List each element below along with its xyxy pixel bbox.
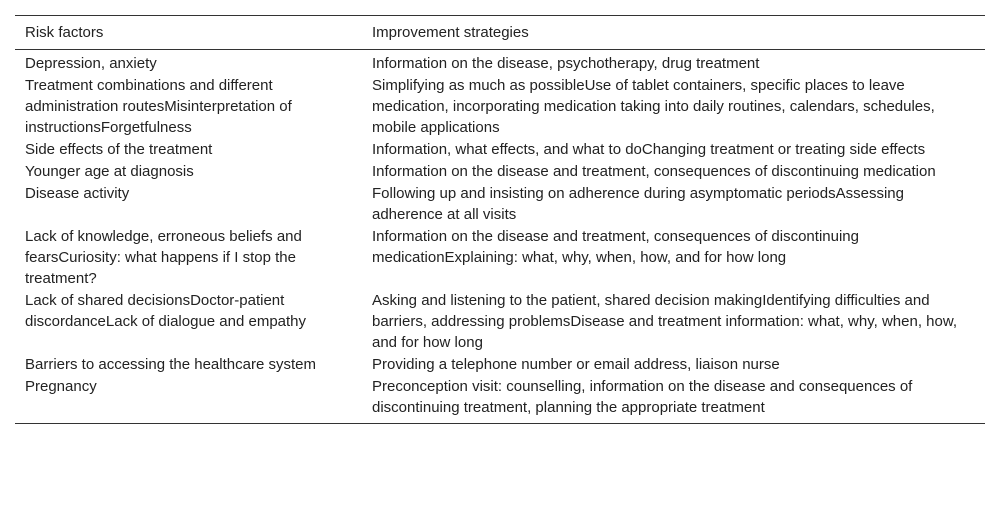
risk-factor-cell: Lack of shared decisionsDoctor-patient discordanceLack of dialogue and empathy xyxy=(25,292,307,330)
table-body xyxy=(15,50,985,424)
strategy-cell: Providing a telephone number or email address, liaison nurse xyxy=(372,356,780,373)
risk-factor-cell: Side effects of the treatment xyxy=(25,141,213,158)
table-row xyxy=(15,183,985,226)
strategy-cell: Asking and listening to the patient, shared decision makingIdentifying difficulties and barriers, addressing problemsDisease and treatment information: what, why, when, how, and for how long xyxy=(372,292,958,351)
risk-factor-cell: Lack of knowledge, erroneous beliefs and fearsCuriosity: what happens if I stop the treatment? xyxy=(25,228,302,287)
risk-factor-cell: Younger age at diagnosis xyxy=(25,163,194,180)
strategy-cell: Preconception visit: counselling, information on the disease and consequences of discontinuing treatment, planning the appropriate treatment xyxy=(372,378,913,416)
strategy-cell: Simplifying as much as possibleUse of tablet containers, specific places to leave medication, incorporating medication taking into daily routines, calendars, schedules, mobile applications xyxy=(372,77,935,136)
table-header xyxy=(15,16,985,50)
table-row xyxy=(15,376,985,424)
header-risk-factors: Risk factors xyxy=(25,24,104,41)
strategy-cell: Information, what effects, and what to doChanging treatment or treating side effects xyxy=(372,141,926,158)
risk-factor-cell: Treatment combinations and different administration routesMisinterpretation of instructionsForgetfulness xyxy=(25,77,292,136)
strategy-cell: Information on the disease and treatment, consequences of discontinuing medication xyxy=(372,163,936,180)
table-row xyxy=(15,50,985,76)
table-row xyxy=(15,354,985,376)
table-row xyxy=(15,75,985,139)
risk-factors-table-container xyxy=(15,15,985,424)
table-row xyxy=(15,139,985,161)
header-improvement-strategies: Improvement strategies xyxy=(372,24,529,41)
risk-factor-cell: Barriers to accessing the healthcare system xyxy=(25,356,316,373)
table-row xyxy=(15,161,985,183)
strategy-cell: Information on the disease, psychotherapy, drug treatment xyxy=(372,55,760,72)
header-row xyxy=(15,16,985,50)
strategy-cell: Information on the disease and treatment, consequences of discontinuing medicationExplaining: what, why, when, how, and for how long xyxy=(372,228,859,266)
table-row xyxy=(15,226,985,290)
risk-factor-cell: Depression, anxiety xyxy=(25,55,157,72)
risk-factors-table xyxy=(15,15,985,424)
strategy-cell: Following up and insisting on adherence during asymptomatic periodsAssessing adherence at all visits xyxy=(372,185,904,223)
risk-factor-cell: Disease activity xyxy=(25,185,130,202)
table-row xyxy=(15,290,985,354)
risk-factor-cell: Pregnancy xyxy=(25,378,97,395)
